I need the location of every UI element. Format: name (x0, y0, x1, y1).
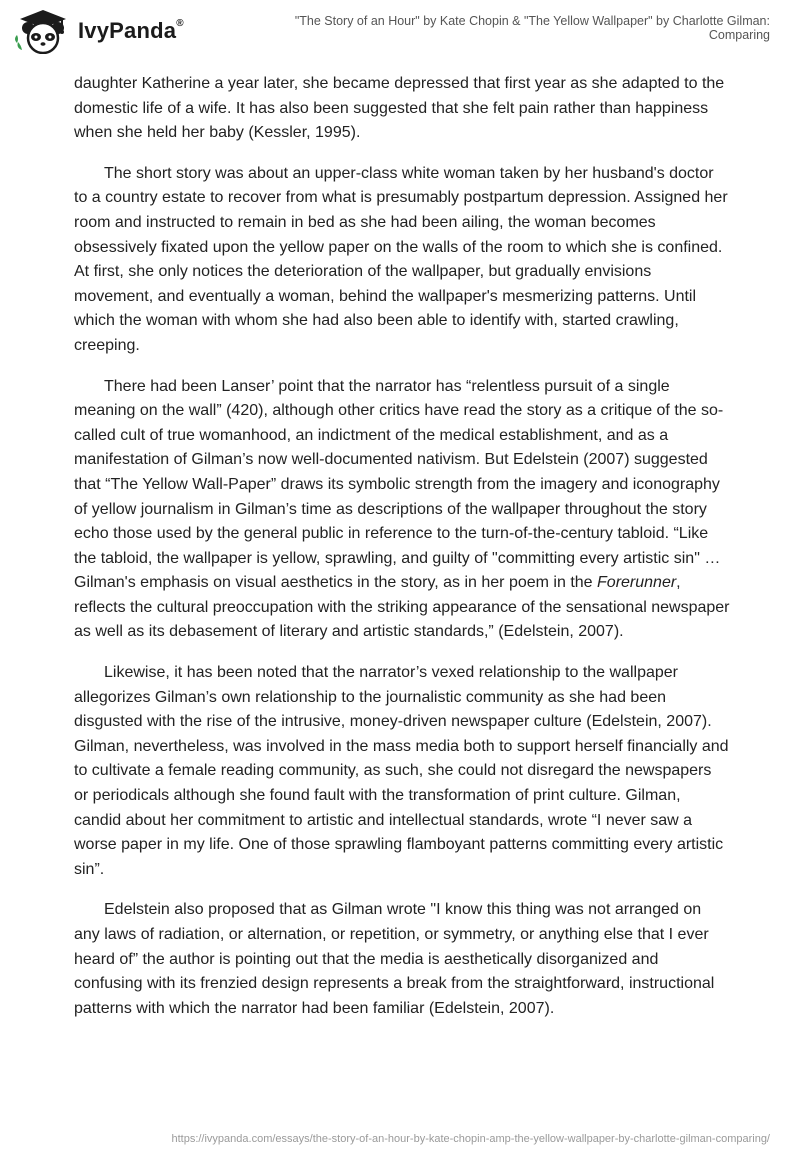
brand-name (78, 18, 184, 44)
essay-body (74, 72, 730, 1037)
paragraph-3-text-b: , reflects the cultural preoccupation with the striking appearance of the sensational newspaper as well as its debasement of literary and artistic standards,” (Edelstein, 2007). (74, 574, 730, 641)
page-header (0, 0, 800, 62)
paragraph-2: The short story was about an upper-class white woman taken by her husband's doctor to a country estate to recover from what is presumably postpartum depression. Assigned her room and instructed to remain in bed as she had been ailing, the woman becomes obsessively fixated upon the yellow paper on the walls of the room to which she is confined. At first, she only notices the deterioration of the wallpaper, but gradually envisions movement, and eventually a woman, behind the wallpaper's mesmerizing patterns. Until which the woman with whom she had also been able to identify with, started crawling, creeping. (74, 164, 728, 354)
trademark-symbol: ® (176, 17, 184, 29)
document-title: "The Story of an Hour" by Kate Chopin & "The Yellow Wallpaper" by Charlotte Gilman: Comparing (294, 14, 770, 42)
brand-name-text: IvyPanda (78, 18, 177, 43)
paragraph-3 (74, 375, 730, 646)
paragraph-5: Edelstein also proposed that as Gilman wrote "I know this thing was not arranged on any laws of radiation, or alternation, or repetition, or symmetry, or anything else that I ever heard of” the author is pointing out that the media is aesthetically disorganized and confusing with its frenzied design represents a break from the straightforward, instructional patterns with which the narrator had been familiar (Edelstein, 2007). (74, 901, 715, 1017)
panda-graduate-icon (14, 8, 72, 54)
paragraph-3-text-a: There had been Lanser’ point that the narrator has “relentless pursuit of a single meaning on the wall” (420), although other critics have read the story as a critique of the so-called cult of true womanhood, an indictment of the medical establishment, and as a manifestation of Gilman’s now well-documented nativism. But Edelstein (2007) suggested that “The Yellow Wall-Paper” draws its symbolic strength from the imagery and iconography of yellow journalism in Gilman’s time as descriptions of the wallpaper throughout the story echo those used by the general public in reference to the turn-of-the-century tabloid. “Like the tabloid, the wallpaper is yellow, sprawling, and guilty of "committing every artistic sin" … Gilman's emphasis on visual aesthetics in the story, as in her poem in the (74, 377, 724, 592)
paragraph-4: Likewise, it has been noted that the narrator’s vexed relationship to the wallpaper allegorizes Gilman’s own relationship to the journalistic community as she had been disgusted with the rise of the intrusive, money-driven newspaper culture (Edelstein, 2007). Gilman, nevertheless, was involved in the mass media both to support herself financially and to cultivate a female reading community, as such, she could not disregard the newspapers or periodicals although she found fault with the transformation of print culture. Gilman, candid about her commitment to artistic and intellectual standards, wrote “I never saw a worse paper in my life. One of those sprawling flamboyant patterns committing every artistic sin”. (74, 664, 729, 878)
source-url[interactable]: https://ivypanda.com/essays/the-story-of-an-hour-by-kate-chopin-amp-the-yellow-wallpaper-by-charlotte-gilman-comparing/ (171, 1133, 770, 1145)
brand-logo[interactable] (14, 8, 184, 54)
paragraph-1: daughter Katherine a year later, she became depressed that first year as she adapted to the domestic life of a wife. It has also been suggested that she felt pain rather than happiness when she held her baby (Kessler, 1995). (74, 75, 725, 142)
forerunner-title: Forerunner (597, 574, 677, 592)
